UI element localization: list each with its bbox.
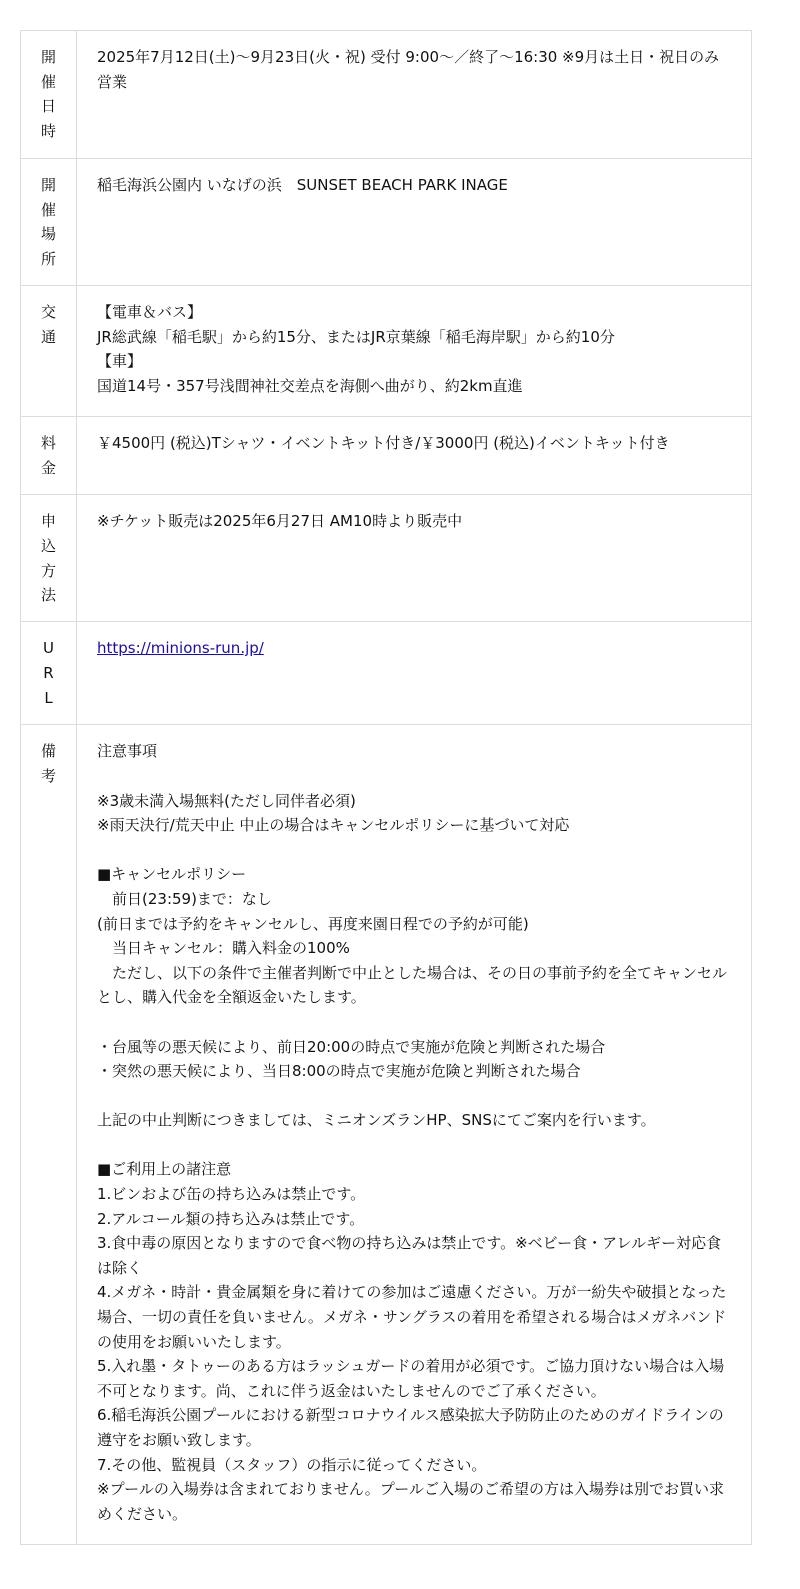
content-line: 注意事項 xyxy=(97,742,158,761)
info-row-application-method xyxy=(21,495,752,622)
content-line: 前日(23:59)まで：なし xyxy=(97,889,272,908)
content-line: 3.食中毒の原因となりますので食べ物の持ち込みは禁止です。※ベビー食・アレルギー対応食は除く xyxy=(97,1234,722,1277)
row-label xyxy=(21,286,77,417)
content-line: 当日キャンセル：購入料金の100% xyxy=(97,939,350,958)
event-info-table xyxy=(20,30,752,1545)
info-row-website xyxy=(21,622,752,725)
row-label-char: 開 xyxy=(40,176,56,194)
row-content xyxy=(77,725,752,1545)
website-link[interactable]: https://minions-run.jp/ xyxy=(97,639,264,658)
content-line: ￥4500円 (税込)Tシャツ・イベントキット付き/￥3000円 (税込)イベントキット付き xyxy=(97,434,670,453)
content-line: 6.稲毛海浜公園プールにおける新型コロナウイルス感染拡大予防防止のためのガイドラインの遵守をお願い致します。 xyxy=(97,1406,724,1449)
row-label-char: 時 xyxy=(40,121,56,140)
content-line: ※雨天決行/荒天中止 中止の場合はキャンセルポリシーに基づいて対応 xyxy=(97,816,570,835)
row-content xyxy=(77,286,752,417)
row-content xyxy=(77,31,752,159)
content-line xyxy=(97,1010,731,1035)
content-line: ただし、以下の条件で主催者判断で中止とした場合は、その日の事前予約を全てキャンセルとし、購入代金を全額返金いたします。 xyxy=(97,963,728,1007)
row-label xyxy=(21,495,77,622)
row-label-char: 場 xyxy=(40,225,56,244)
content-line xyxy=(97,764,731,789)
info-row-access xyxy=(21,286,752,417)
row-label-char: 料 xyxy=(40,434,56,453)
row-label xyxy=(21,417,77,495)
row-label-char: 金 xyxy=(40,458,56,477)
row-label-char: 所 xyxy=(40,249,56,268)
row-label xyxy=(21,31,77,159)
row-label xyxy=(21,159,77,286)
content-line: 1.ビンおよび缶の持ち込みは禁止です。 xyxy=(97,1185,366,1204)
content-line xyxy=(97,838,731,863)
row-label-char: L xyxy=(44,688,53,707)
row-content xyxy=(77,622,752,725)
content-line: ・突然の悪天候により、当日8:00の時点で実施が危険と判断された場合 xyxy=(97,1062,581,1081)
content-line: ■キャンセルポリシー xyxy=(97,865,247,884)
info-row-remarks xyxy=(21,725,752,1545)
row-label-char: 日 xyxy=(40,97,56,116)
row-label-char: 通 xyxy=(40,327,56,346)
row-label xyxy=(21,622,77,725)
row-label-char: 方 xyxy=(40,561,56,580)
content-line: 7.その他、監視員（スタッフ）の指示に従ってください。 xyxy=(97,1455,487,1474)
content-line: 稲毛海浜公園内 いなげの浜 SUNSET BEACH PARK INAGE xyxy=(97,176,508,194)
content-line: (前日までは予約をキャンセルし、再度来園日程での予約が可能) xyxy=(97,914,529,933)
row-content xyxy=(77,159,752,286)
content-line: ※チケット販売は2025年6月27日 AM10時より販売中 xyxy=(97,512,463,531)
row-label-char: 催 xyxy=(40,200,56,219)
content-line: ■ご利用上の諸注意 xyxy=(97,1160,232,1179)
info-row-event-dates xyxy=(21,31,752,159)
content-line: JR総武線「稲毛駅」から約15分、またはJR京葉線「稲毛海岸駅」から約10分 xyxy=(97,327,615,346)
content-line: 【電車＆バス】 xyxy=(97,303,203,321)
row-label xyxy=(21,725,77,1545)
content-line: 上記の中止判断につきましては、ミニオンズランHP、SNSにてご案内を行います。 xyxy=(97,1111,656,1130)
row-label-char: 催 xyxy=(40,72,56,91)
content-line: 2025年7月12日(土)〜9月23日(火・祝) 受付 9:00〜／終了〜16:30 ※9月は土日・祝日のみ営業 xyxy=(97,48,720,91)
row-label-char: 開 xyxy=(40,48,56,66)
row-label-char: 考 xyxy=(40,766,56,785)
content-line: 4.メガネ・時計・貴金属類を身に着けての参加はご遠慮ください。万が一紛失や破損となった場合、一切の責任を負いません。メガネ・サングラスの着用を希望される場合はメガネバンドの使用をお願いいたします。 xyxy=(97,1283,727,1351)
row-label-char: 法 xyxy=(40,586,56,605)
row-label-char: 申 xyxy=(40,512,56,531)
content-line: 5.入れ墨・タトゥーのある方はラッシュガードの着用が必須です。ご協力頂けない場合は入場不可となります。尚、これに伴う返金はいたしませんのでご了承ください。 xyxy=(97,1357,725,1400)
row-content xyxy=(77,417,752,495)
content-line: ※プールの入場券は含まれておりません。プールご入場のご希望の方は入場券は別でお買い求めください。 xyxy=(97,1480,724,1523)
row-content xyxy=(77,495,752,622)
content-line: 国道14号・357号浅間神社交差点を海側へ曲がり、約2km直進 xyxy=(97,376,523,395)
row-label-char: 込 xyxy=(40,536,56,555)
info-row-fee xyxy=(21,417,752,495)
event-info-section xyxy=(20,30,752,1545)
row-label-char: 交 xyxy=(40,303,56,321)
row-label-char: R xyxy=(43,663,54,682)
row-label-char: U xyxy=(43,639,54,658)
content-line: ※3歳未満入場無料(ただし同伴者必須) xyxy=(97,791,356,810)
content-line: 2.アルコール類の持ち込みは禁止です。 xyxy=(97,1209,365,1228)
row-label-char: 備 xyxy=(40,742,56,761)
content-line xyxy=(97,1084,731,1109)
content-line: ・台風等の悪天候により、前日20:00の時点で実施が危険と判断された場合 xyxy=(97,1037,606,1056)
content-line xyxy=(97,1133,731,1158)
content-line: 【車】 xyxy=(97,352,143,371)
info-row-event-venue xyxy=(21,159,752,286)
